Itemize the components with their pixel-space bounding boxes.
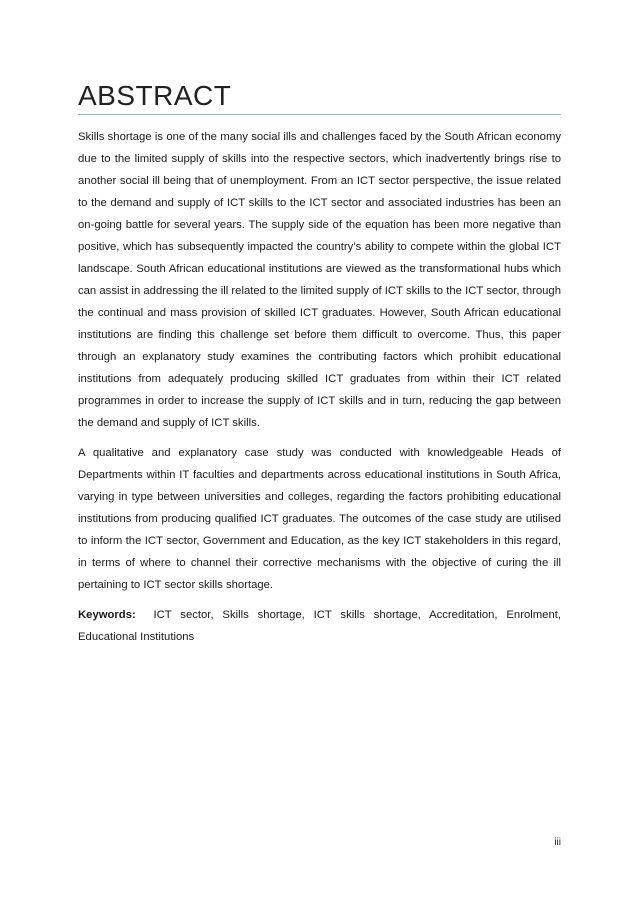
- abstract-heading: ABSTRACT: [78, 80, 232, 111]
- keywords-paragraph: [78, 604, 561, 648]
- keywords-label: Keywords:: [78, 609, 136, 621]
- page-number: iii: [554, 837, 561, 848]
- keywords-text: ICT sector, Skills shortage, ICT skills shortage, Accreditation, Enrolment, Educational Institutions: [78, 609, 562, 643]
- abstract-paragraph-1: Skills shortage is one of the many social ills and challenges faced by the South African economy due to the limited supply of skills into the respective sectors, which inadvertently brings rise to another social ill being that of unemployment. From an ICT sector perspective, the issue related to the demand and supply of ICT skills to the ICT sector and associated industries has been an on-going battle for several years. The supply side of the equation has been more negative than positive, which has subsequently impacted the country’s ability to compete within the global ICT landscape. South African educational institutions are viewed as the transformational hubs which can assist in addressing the ill related to the limited supply of ICT skills to the ICT sector, through the continual and mass provision of skilled ICT graduates. However, South African educational institutions are finding this challenge set before them difficult to overcome. Thus, this paper through an explanatory study examines the contributing factors which prohibit educational institutions from adequately producing skilled ICT graduates from within their ICT related programmes in order to increase the supply of ICT skills and in turn, reducing the gap between the demand and supply of ICT skills.: [78, 131, 561, 429]
- abstract-body: [78, 126, 561, 656]
- abstract-paragraph-2: A qualitative and explanatory case study was conducted with knowledgeable Heads of Departments within IT faculties and departments across educational institutions in South Africa, varying in type between universities and colleges, regarding the factors prohibiting educational institutions from producing qualified ICT graduates. The outcomes of the case study are utilised to inform the ICT sector, Government and Education, as the key ICT stakeholders in this regard, in terms of where to channel their corrective mechanisms with the objective of curing the ill pertaining to ICT sector skills shortage.: [78, 447, 561, 591]
- heading-divider: [78, 114, 561, 115]
